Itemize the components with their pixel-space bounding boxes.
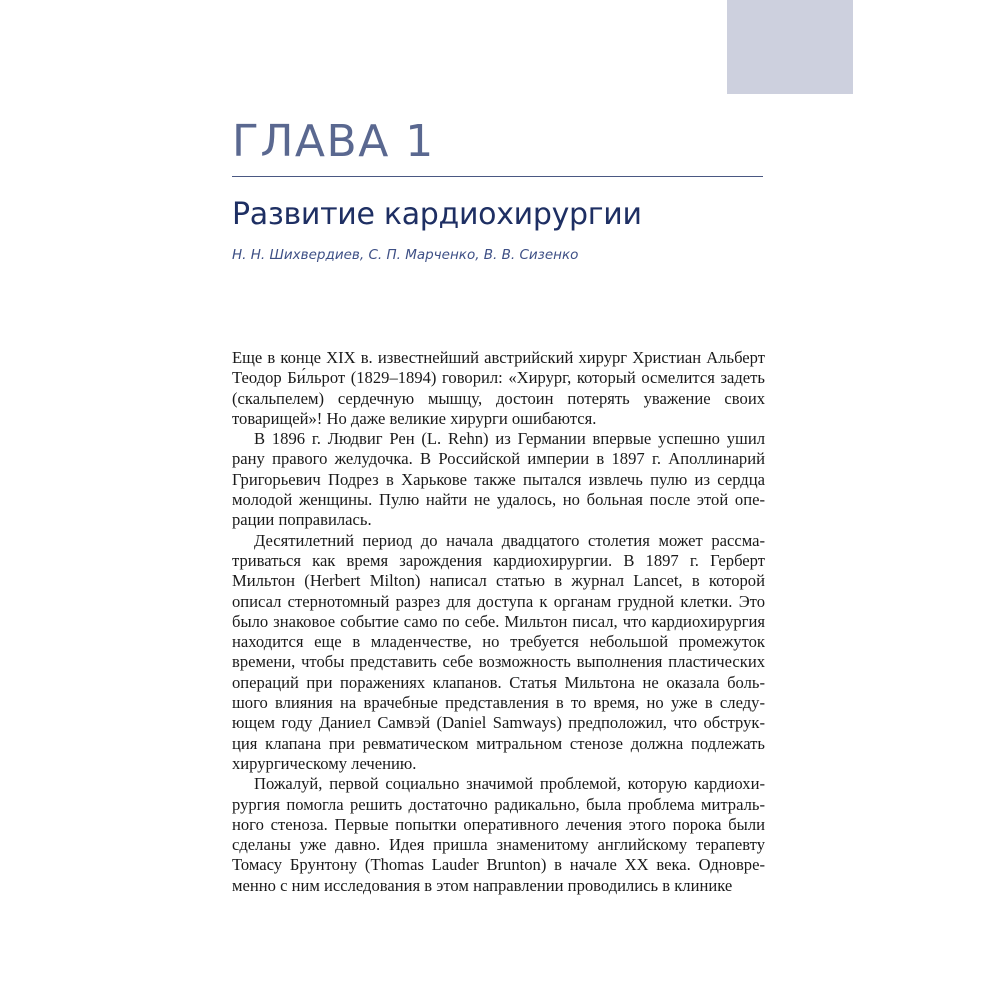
chapter-divider: [232, 176, 763, 177]
paragraph: В 1896 г. Людвиг Рен (L. Rehn) из Германии впервые успешно ушил рану правого желудочка. В Российской империи в 1897 г. Аполлинарий Григорьевич Подрез в Харькове также пытался извлечь пулю из сердца молодой женщины. Пулю найти не удалось, но больная после этой операции поправилась.: [232, 429, 765, 530]
body-text: [232, 348, 765, 896]
paragraph: Пожалуй, первой социально значимой проблемой, которую кардиохирургия помогла решить достаточно радикально, была проблема митрального стеноза. Первые попытки оперативного лечения этого порока были сделаны уже давно. Идея пришла знаменитому английскому терапевту Томасу Брунтону (Thomas Lauder Brunton) в начале XX века. Одновременно с ним исследования в этом направлении проводились в клинике: [232, 774, 765, 895]
paragraph: Еще в конце XIX в. известнейший австрийский хирург Христиан Альберт Теодор Би́льрот (1829–1894) говорил: «Хирург, который осмелится задеть (скальпелем) сердечную мышцу, достоин потерять уважение своих товарищей»! Но даже великие хирурги ошибаются.: [232, 348, 765, 428]
chapter-authors: Н. Н. Шихвердиев, С. П. Марченко, В. В. Сизенко: [232, 247, 579, 263]
chapter-label: ГЛАВА 1: [232, 116, 435, 167]
chapter-corner-tab: [727, 0, 853, 94]
paragraph: Десятилетний период до начала двадцатого столетия может рассматриваться как время зарождения кардиохирургии. В 1897 г. Герберт Мильтон (Herbert Milton) написал статью в журнал Lancet, в которой описал стернотомный разрез для доступа к органам грудной клетки. Это было знаковое событие само по себе. Мильтон писал, что кардиохирургия находится еще в младенчестве, но требуется небольшой промежуток времени, чтобы представить себе возможность выполнения пластических операций при поражениях клапанов. Статья Мильтона не оказала большого влияния на врачебные представления в то время, но уже в следующем году Даниел Самвэй (Daniel Samways) предположил, что обструкция клапана при ревматическом митральном стенозе должна подлежать хирургическому лечению.: [232, 530, 765, 773]
chapter-title: Развитие кардиохирургии: [232, 197, 642, 232]
